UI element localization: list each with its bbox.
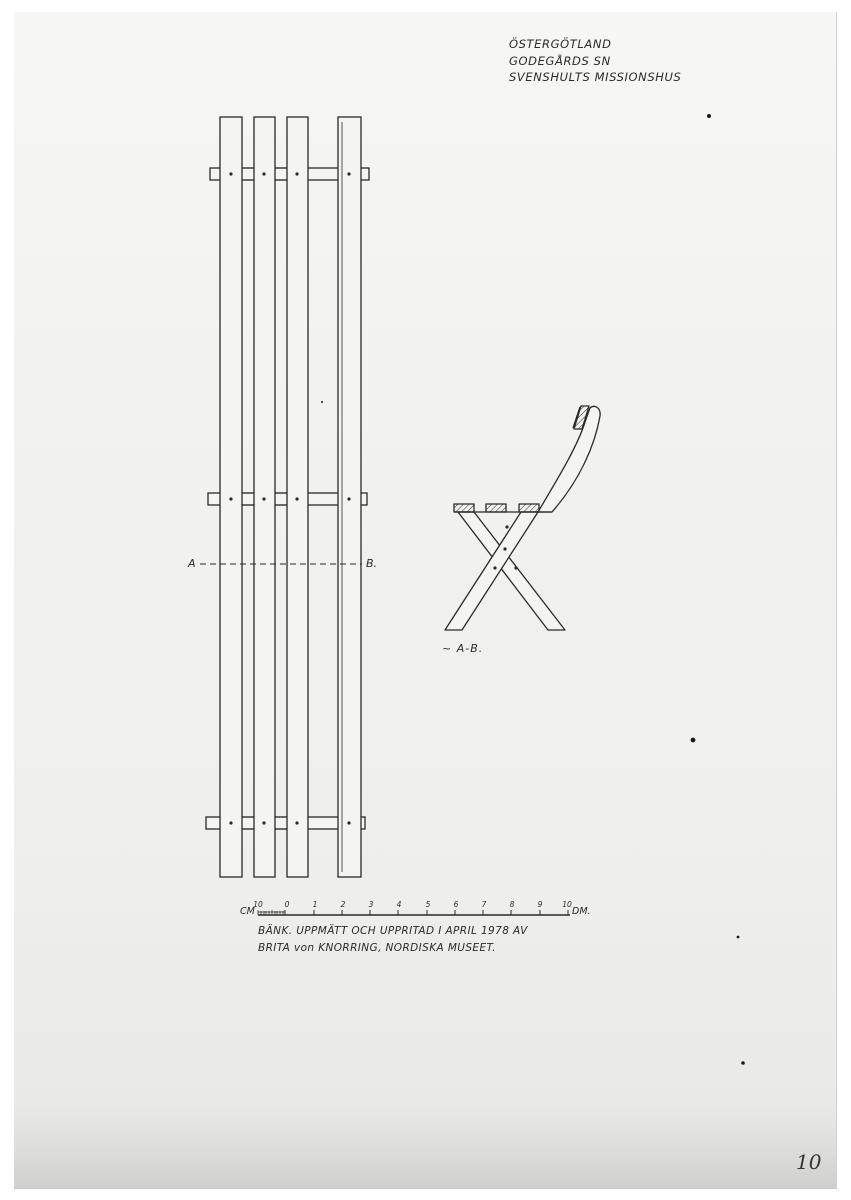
scale-label-9: 9 — [537, 900, 543, 909]
bench-section-view — [445, 406, 600, 630]
plan-slats — [220, 117, 361, 877]
slat-3 — [287, 117, 308, 877]
scale-label-8: 8 — [509, 900, 515, 909]
scale-label-10: 10 — [562, 900, 572, 909]
heading-parish: GODEGÅRDS SN — [509, 54, 611, 68]
leg-back — [445, 512, 538, 630]
scale-label-3: 3 — [368, 900, 374, 909]
heading-building: SVENSHULTS MISSIONSHUS — [509, 70, 682, 84]
back-support — [538, 406, 600, 512]
scale-label-7: 7 — [481, 900, 487, 909]
section-label-a: A — [188, 557, 196, 570]
seat-slat-section-2 — [486, 504, 506, 512]
scale-label-4: 4 — [396, 900, 402, 909]
section-view-label: ~ A-B. — [442, 642, 484, 655]
seat-slat-section-1 — [454, 504, 474, 512]
scale-start-label: 10 — [253, 900, 263, 909]
slat-1 — [220, 117, 242, 877]
scale-left-unit: CM — [240, 906, 255, 917]
caption-line-2: BRITA von KNORRING, NORDISKA MUSEET. — [258, 942, 496, 954]
scale-label-6: 6 — [453, 900, 459, 909]
seat-slat-section-3 — [519, 504, 539, 512]
page-number: 10 — [796, 1150, 822, 1174]
slat-4 — [338, 117, 361, 877]
scale-label-1: 1 — [312, 900, 318, 909]
slat-2 — [254, 117, 275, 877]
section-label-b: B. — [366, 557, 378, 570]
bench-plan-view — [200, 117, 369, 877]
bolt-mark-3 — [514, 566, 517, 569]
bolt-mark-1 — [503, 547, 506, 550]
scale-label-0: 0 — [284, 900, 290, 909]
scale-right-unit: DM. — [572, 906, 591, 917]
scale-label-5: 5 — [425, 900, 431, 909]
bolt-mark-2 — [493, 566, 496, 569]
scale-label-2: 2 — [340, 900, 346, 909]
heading-region: ÖSTERGÖTLAND — [509, 37, 612, 51]
scale-bar — [253, 900, 572, 915]
caption-line-1: BÄNK. UPPMÄTT OCH UPPRITAD I APRIL 1978 AV — [258, 925, 528, 937]
scale-tick-labels — [253, 900, 572, 909]
bolt-mark-4 — [505, 525, 508, 528]
